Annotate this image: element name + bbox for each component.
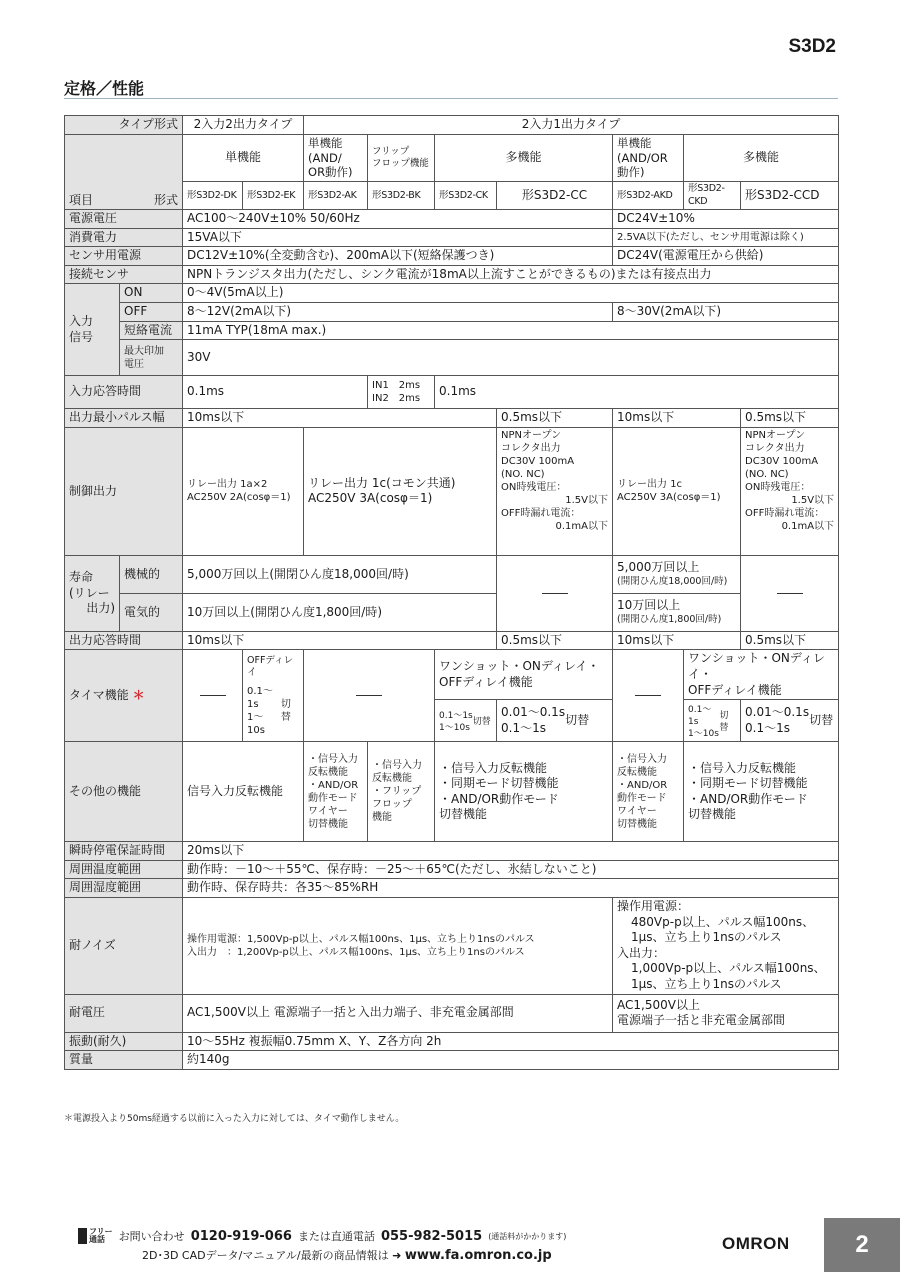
arrow-icon: ➜	[392, 1249, 402, 1262]
timer-oneshot: ワンショット・ONディレイ・ OFFディレイ機能	[435, 650, 613, 700]
model-ck: 形S3D2-CK	[435, 182, 497, 210]
life-dash-cc	[497, 555, 613, 631]
title-rule	[64, 98, 838, 99]
input-short-row	[65, 321, 839, 340]
withstand-ac: AC1,500V以上 電源端子一括と入出力端子、非充電金属部間	[183, 994, 613, 1032]
life-elec-dc: 10万回以上 (開閉ひん度1,800回/時)	[613, 593, 741, 631]
control-relay1c-dc: リレー出力 1c AC250V 3A(cosφ＝1)	[613, 427, 741, 555]
input-on-row	[65, 284, 839, 303]
input-off-label: OFF	[120, 303, 183, 322]
input-response-row	[65, 376, 839, 409]
life-dash-ccd	[741, 555, 839, 631]
output-response-v4: 0.5ms以下	[741, 631, 839, 650]
vibration-row	[65, 1032, 839, 1051]
ambient-humidity-row	[65, 879, 839, 898]
spec-table	[64, 115, 839, 1070]
sensor-power-ac: DC12V±10%(全変動含む)、200mA以下(短絡保護つき)	[183, 247, 613, 266]
power-consumption-label: 消費電力	[65, 228, 183, 247]
min-pulse-v1: 10ms以下	[183, 409, 497, 428]
model-code: S3D2	[788, 36, 836, 57]
life-mech-dc: 5,000万回以上 (開閉ひん度18,000回/時)	[613, 555, 741, 593]
model-ek: 形S3D2-EK	[243, 182, 304, 210]
noise-ac: 操作用電源：1,500Vp-p以上、パルス幅100ns、1μs、立ち上り1nsのパルス 入出力 ：1,200Vp-p以上、パルス幅100ns、1μs、立ち上り1nsのパルス	[183, 898, 613, 995]
model-bk: 形S3D2-BK	[368, 182, 435, 210]
other-akd: ・信号入力 反転機能 ・AND/OR 動作モード ワイヤー 切替機能	[613, 742, 684, 842]
other-functions-label: その他の機能	[65, 742, 183, 842]
type-row	[65, 116, 839, 135]
timer-dash-dk	[183, 650, 243, 742]
connected-sensor-row	[65, 265, 839, 284]
input-short-label: 短絡電流	[120, 321, 183, 340]
func-single-andor: 単機能 (AND/ OR動作)	[304, 134, 368, 182]
timer-ek: OFFディレイ 0.1～1s 1～10s 切替	[243, 650, 304, 742]
website-link[interactable]: www.fa.omron.co.jp	[404, 1248, 552, 1263]
ambient-temp-row	[65, 860, 839, 879]
free-dial-icon: フリー 通話	[78, 1228, 113, 1244]
cad-info: 2D･3D CADデータ/マニュアル/最新の商品情報は	[142, 1249, 389, 1262]
control-output-row	[65, 427, 839, 555]
connected-sensor-value: NPNトランジスタ出力(ただし、シンク電流が18mA以上流すことができるもの)または有接点出力	[183, 265, 839, 284]
input-signal-label: 入力 信号	[65, 284, 120, 376]
weight-label: 質量	[65, 1051, 183, 1070]
timer-ccd-range: 0.01～0.1s 0.1～1s 切替	[741, 700, 839, 742]
input-max-label: 最大印加 電圧	[120, 340, 183, 376]
footnote: ＊電源投入より50ms経過する以前に入った入力に対しては、タイマ動作しません。	[64, 1114, 405, 1124]
dual-type: 2入力2出力タイプ	[183, 116, 304, 135]
item-label: 項目	[69, 192, 94, 207]
noise-dc: 操作用電源： 480Vp-p以上、パルス幅100ns、 1μs、立ち上り1nsのパルス 入出力： 1,000Vp-p以上、パルス幅100ns、 1μs、立ち上り1nsのパルス	[613, 898, 839, 995]
power-consumption-ac: 15VA以下	[183, 228, 613, 247]
min-pulse-v2: 0.5ms以下	[497, 409, 613, 428]
min-pulse-row	[65, 409, 839, 428]
model-label: 形式	[153, 192, 178, 207]
control-output-label: 制御出力	[65, 427, 183, 555]
timer-oneshot-dc: ワンショット・ONディレイ・ OFFディレイ機能	[684, 650, 839, 700]
control-npn-dc: NPNオープン コレクタ出力 DC30V 100mA (NO. NC) ON時残電圧： 1.5V以下 OFF時漏れ電流： 0.1mA以下	[741, 427, 839, 555]
function-row	[65, 134, 839, 182]
input-max-row	[65, 340, 839, 376]
timer-ckd-range: 0.1～1s 1～10s 切替	[684, 700, 741, 742]
noise-label: 耐ノイズ	[65, 898, 183, 995]
weight-value: 約140g	[183, 1051, 839, 1070]
noise-row	[65, 898, 839, 995]
item-model-header	[65, 134, 183, 210]
power-voltage-label: 電源電圧	[65, 210, 183, 229]
single-type: 2入力1出力タイプ	[304, 116, 839, 135]
direct-label: または直通電話	[297, 1230, 375, 1243]
sensor-power-label: センサ用電源	[65, 247, 183, 266]
charge-note: (通話料がかかります)	[488, 1231, 567, 1241]
other-ak: ・信号入力 反転機能 ・AND/OR 動作モード ワイヤー 切替機能	[304, 742, 368, 842]
power-consumption-dc: 2.5VA以下(ただし、センサ用電源は除く)	[613, 228, 839, 247]
input-on-value: 0～4V(5mA以上)	[183, 284, 839, 303]
sensor-power-dc: DC24V(電源電圧から供給)	[613, 247, 839, 266]
vibration-label: 振動(耐久)	[65, 1032, 183, 1051]
power-voltage-dc: DC24V±10%	[613, 210, 839, 229]
type-label: タイプ形式	[65, 116, 183, 135]
output-response-v3: 10ms以下	[613, 631, 741, 650]
output-response-v2: 0.5ms以下	[497, 631, 613, 650]
power-voltage-ac: AC100～240V±10% 50/60Hz	[183, 210, 613, 229]
power-voltage-row	[65, 210, 839, 229]
func-single-andor-dc: 単機能 (AND/OR 動作)	[613, 134, 684, 182]
func-multi: 多機能	[435, 134, 613, 182]
timer-row-1	[65, 650, 839, 700]
model-cc: 形S3D2-CC	[497, 182, 613, 210]
life-mech-value: 5,000万回以上(開閉ひん度18,000回/時)	[183, 555, 497, 593]
model-akd: 形S3D2-AKD	[613, 182, 684, 210]
life-elec-row	[65, 593, 839, 631]
momentary-power-label: 瞬時停電保証時間	[65, 842, 183, 861]
input-off-row	[65, 303, 839, 322]
model-dk: 形S3D2-DK	[183, 182, 243, 210]
direct-phone[interactable]: 055-982-5015	[380, 1228, 483, 1244]
input-on-label: ON	[120, 284, 183, 303]
other-functions-row	[65, 742, 839, 842]
sensor-power-row	[65, 247, 839, 266]
timer-label: タイマ機能 ＊	[65, 650, 183, 742]
input-off-dc: 8～30V(2mA以下)	[613, 303, 839, 322]
life-label: 寿命 (リレー 出力)	[65, 555, 120, 631]
footer-contact	[78, 1228, 566, 1263]
life-elec-label: 電気的	[120, 593, 183, 631]
min-pulse-v3: 10ms以下	[613, 409, 741, 428]
control-relay2: リレー出力 1a×2 AC250V 2A(cosφ＝1)	[183, 427, 304, 555]
withstand-label: 耐電圧	[65, 994, 183, 1032]
ambient-temp-value: 動作時：－10～＋55℃、保存時：－25～＋65℃(ただし、氷結しないこと)	[183, 860, 839, 879]
momentary-power-row	[65, 842, 839, 861]
input-response-label: 入力応答時間	[65, 376, 183, 409]
timer-dash-akbk	[304, 650, 435, 742]
omron-logo: OMRON	[722, 1234, 790, 1253]
other-multi: ・信号入力反転機能 ・同期モード切替機能 ・AND/OR動作モード 切替機能	[435, 742, 613, 842]
other-single: 信号入力反転機能	[183, 742, 304, 842]
output-response-v1: 10ms以下	[183, 631, 497, 650]
output-response-row	[65, 631, 839, 650]
phone-number[interactable]: 0120-919-066	[190, 1228, 292, 1244]
vibration-value: 10～55Hz 複振幅0.75mm X、Y、Z各方向 2h	[183, 1032, 839, 1051]
life-mech-row	[65, 555, 839, 593]
life-mech-label: 機械的	[120, 555, 183, 593]
control-relay1c: リレー出力 1c(コモン共通) AC250V 3A(cosφ＝1)	[304, 427, 497, 555]
min-pulse-label: 出力最小パルス幅	[65, 409, 183, 428]
page-number: 2	[824, 1218, 900, 1272]
min-pulse-v4: 0.5ms以下	[741, 409, 839, 428]
input-response-v3: 0.1ms	[435, 376, 839, 409]
weight-row	[65, 1051, 839, 1070]
ambient-humidity-value: 動作時、保存時共：各35～85%RH	[183, 879, 839, 898]
input-max-value: 30V	[183, 340, 839, 376]
model-ak: 形S3D2-AK	[304, 182, 368, 210]
other-multi-dc: ・信号入力反転機能 ・同期モード切替機能 ・AND/OR動作モード 切替機能	[684, 742, 839, 842]
inquiry-label: お問い合わせ	[118, 1230, 185, 1243]
connected-sensor-label: 接続センサ	[65, 265, 183, 284]
life-elec-value: 10万回以上(開閉ひん度1,800回/時)	[183, 593, 497, 631]
other-bk: ・信号入力 反転機能 ・フリップ フロップ 機能	[368, 742, 435, 842]
timer-dash-akd	[613, 650, 684, 742]
section-title: 定格／性能	[64, 79, 145, 98]
momentary-power-value: 20ms以下	[183, 842, 839, 861]
input-response-v2: IN1 2ms IN2 2ms	[368, 376, 435, 409]
func-flipflop: フリップ フロップ機能	[368, 134, 435, 182]
timer-ck-range: 0.1～1s 1～10s 切替	[435, 700, 497, 742]
withstand-row	[65, 994, 839, 1032]
ambient-temp-label: 周囲温度範囲	[65, 860, 183, 879]
timer-cc-range: 0.01～0.1s 0.1～1s 切替	[497, 700, 613, 742]
model-ckd: 形S3D2-CKD	[684, 182, 741, 210]
control-npn: NPNオープン コレクタ出力 DC30V 100mA (NO. NC) ON時残電圧： 1.5V以下 OFF時漏れ電流： 0.1mA以下	[497, 427, 613, 555]
ambient-humidity-label: 周囲湿度範囲	[65, 879, 183, 898]
input-off-ac: 8～12V(2mA以下)	[183, 303, 613, 322]
func-single: 単機能	[183, 134, 304, 182]
func-multi-dc: 多機能	[684, 134, 839, 182]
model-ccd: 形S3D2-CCD	[741, 182, 839, 210]
withstand-dc: AC1,500V以上 電源端子一括と非充電金属部間	[613, 994, 839, 1032]
output-response-label: 出力応答時間	[65, 631, 183, 650]
input-response-v1: 0.1ms	[183, 376, 368, 409]
power-consumption-row	[65, 228, 839, 247]
input-short-value: 11mA TYP(18mA max.)	[183, 321, 839, 340]
